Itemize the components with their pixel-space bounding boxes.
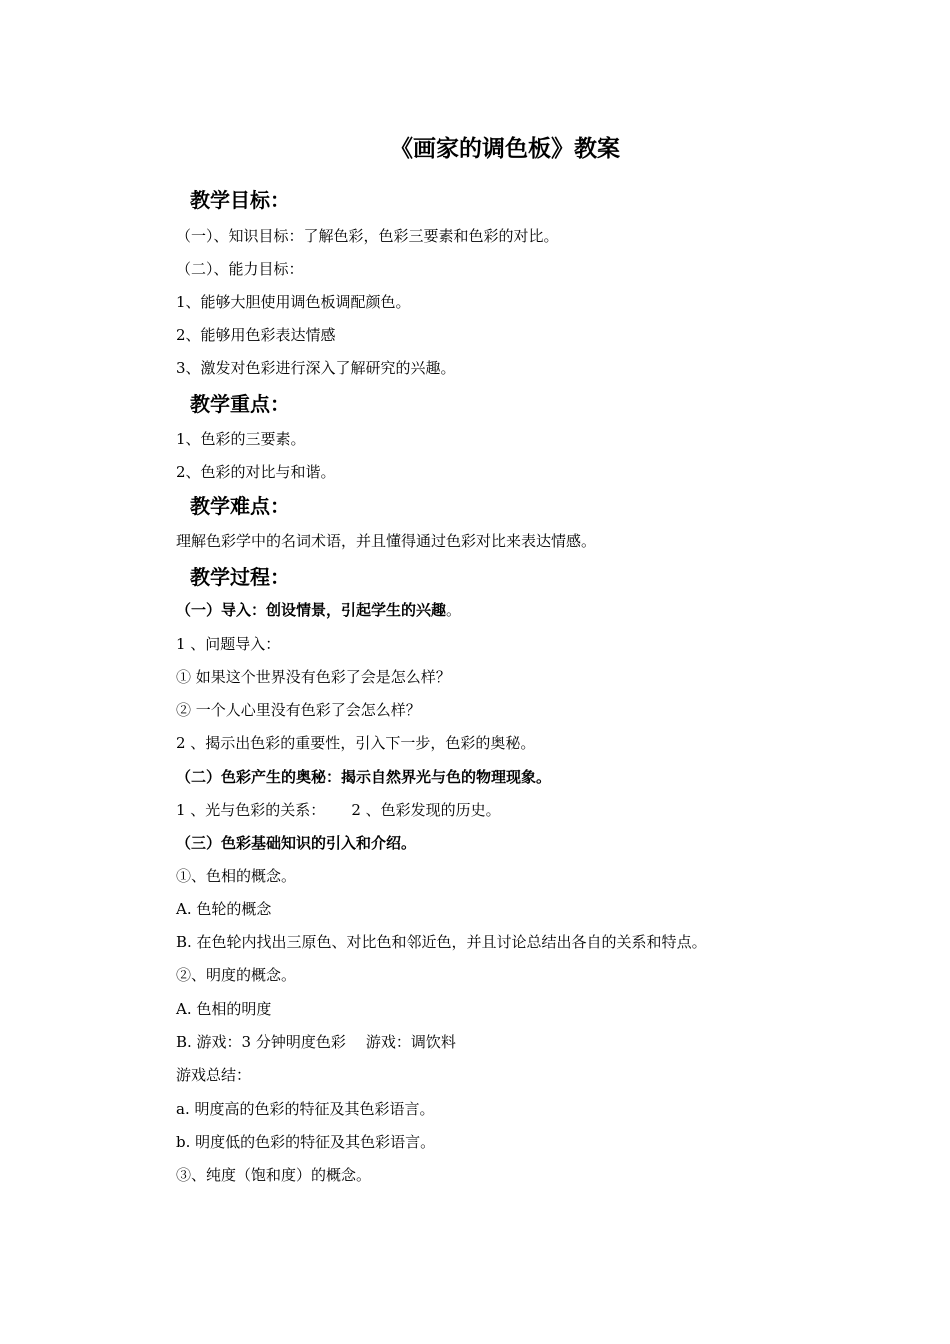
mystery-line-b: 2 、色彩发现的历史。: [351, 801, 501, 819]
basics-heading: （三）色彩基础知识的引入和介绍。: [176, 834, 417, 852]
heading-goals: 教学目标：: [190, 188, 290, 212]
summary-line: a. 明度高的色彩的特征及其色彩语言。: [176, 1100, 435, 1118]
summary-line: 游戏总结：: [176, 1066, 252, 1084]
intro-heading-end: 。: [446, 601, 462, 619]
goal-line: 1、能够大胆使用调色板调配颜色。: [176, 293, 411, 311]
intro-line: 2 、揭示出色彩的重要性，引入下一步，色彩的奥秘。: [176, 734, 536, 752]
basics-line: A. 色轮的概念: [176, 900, 272, 918]
basics-line: ①、色相的概念。: [176, 867, 297, 885]
difficulty-line: 理解色彩学中的名词术语，并且懂得通过色彩对比来表达情感。: [176, 532, 597, 550]
goal-line: （二）、能力目标：: [176, 260, 304, 278]
keypoint-line: 1、色彩的三要素。: [176, 430, 306, 448]
intro-line: 1 、问题导入：: [176, 635, 281, 653]
mystery-heading: （二）色彩产生的奥秘：揭示自然界光与色的物理现象。: [176, 768, 552, 786]
heading-process: 教学过程：: [190, 565, 290, 589]
basics-line: B. 在色轮内找出三原色、对比色和邻近色，并且讨论总结出各自的关系和特点。: [176, 933, 707, 951]
mystery-line-a: 1 、光与色彩的关系：: [176, 801, 326, 819]
mystery-line: [176, 798, 501, 822]
game-line-a: B. 游戏：3 分钟明度色彩: [176, 1033, 346, 1051]
intro-heading-text: （一）导入：创设情景，引起学生的兴趣: [176, 601, 447, 619]
heading-keypoints: 教学重点：: [190, 392, 290, 416]
goal-line: 2、能够用色彩表达情感: [176, 326, 336, 344]
summary-line: ③、纯度（饱和度）的概念。: [176, 1166, 372, 1184]
document-title: 《画家的调色板》教案: [390, 136, 620, 162]
intro-line: ② 一个人心里没有色彩了会怎么样？: [176, 701, 421, 719]
goal-line: 3、激发对色彩进行深入了解研究的兴趣。: [176, 359, 456, 377]
game-line-b: 游戏：调饮料: [365, 1033, 456, 1051]
basics-line: ②、明度的概念。: [176, 966, 297, 984]
intro-line: ① 如果这个世界没有色彩了会是怎么样？: [176, 668, 451, 686]
game-line: [176, 1030, 456, 1054]
keypoint-line: 2、色彩的对比与和谐。: [176, 463, 336, 481]
basics-line: A. 色相的明度: [176, 1000, 272, 1018]
intro-heading: [176, 598, 461, 622]
summary-line: b. 明度低的色彩的特征及其色彩语言。: [176, 1133, 436, 1151]
heading-difficulties: 教学难点：: [190, 494, 290, 518]
goal-line: （一）、知识目标：了解色彩，色彩三要素和色彩的对比。: [176, 227, 559, 245]
